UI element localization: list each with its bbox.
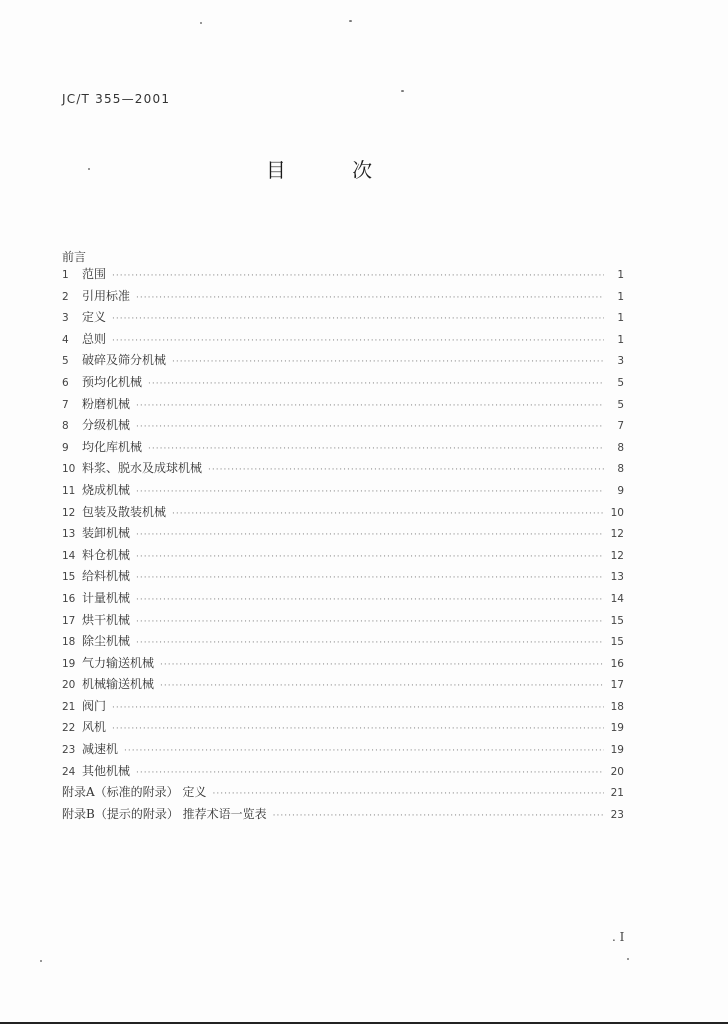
toc-entry-page: 14 (610, 592, 624, 605)
toc-leader-dots (136, 422, 604, 432)
toc-entry[interactable] (62, 589, 624, 611)
toc-leader-dots (124, 746, 604, 756)
toc-entry-label: 粉磨机械 (82, 396, 131, 411)
toc-entry[interactable] (62, 697, 624, 719)
toc-entry-label: 总则 (82, 331, 107, 346)
toc-entry-page: 12 (610, 549, 624, 562)
toc-leader-dots (136, 293, 604, 303)
toc-entry[interactable] (62, 459, 624, 481)
toc-entry-label: 范围 (82, 267, 107, 281)
toc-entry-label: 减速机 (82, 742, 119, 757)
toc-leader-dots (136, 530, 604, 540)
page-title: 目 次 (265, 158, 403, 182)
scan-speck (349, 20, 352, 22)
toc-entry-number: 3 (62, 312, 69, 325)
toc-leader-dots (112, 703, 604, 713)
toc-entry-page: 15 (610, 636, 624, 649)
toc-entry-page: 19 (610, 722, 624, 735)
toc-entry-number: 8 (62, 420, 69, 433)
toc-entry[interactable] (62, 524, 624, 546)
toc-entry-page: 16 (610, 657, 624, 670)
toc-entry-label: 气力输送机械 (82, 655, 155, 670)
toc-entry-label: 料仓机械 (82, 547, 131, 562)
toc-leader-dots (160, 681, 604, 691)
toc-entry[interactable] (62, 675, 624, 697)
toc-entry-page: 8 (617, 463, 624, 476)
toc-entry-page: 12 (610, 528, 624, 541)
toc-entry-page: 13 (610, 571, 624, 584)
toc-entry-number: 7 (62, 398, 69, 411)
toc-entry-label: 其他机械 (82, 763, 131, 778)
toc-entry-page: 17 (610, 679, 624, 692)
toc-entry-number: 10 (62, 463, 76, 476)
toc-entry-label: 预均化机械 (82, 374, 143, 389)
toc-entry[interactable] (62, 654, 624, 676)
toc-entry-page: 1 (617, 312, 624, 325)
toc-entry[interactable] (62, 308, 624, 330)
toc-entry-label: 烧成机械 (82, 482, 131, 497)
toc-entry[interactable] (62, 611, 624, 633)
toc-leader-dots (136, 487, 604, 497)
toc-entry[interactable] (62, 330, 624, 352)
toc-entry[interactable] (62, 265, 624, 287)
toc-entry-number: 12 (62, 506, 76, 519)
toc-entry[interactable] (62, 481, 624, 503)
toc-entry-page: 8 (617, 441, 624, 454)
toc-leader-dots (136, 401, 604, 411)
toc-leader-dots (136, 768, 604, 778)
toc-entry-page: 20 (610, 765, 624, 778)
toc-leader-dots (172, 509, 604, 519)
toc-entry-number: 9 (62, 441, 69, 454)
toc-leader-dots (136, 552, 604, 562)
toc-leader-dots (112, 336, 604, 346)
toc-entry[interactable] (62, 740, 624, 762)
toc-entry-label: 定义 (82, 310, 107, 325)
toc-entry-label: 计量机械 (82, 590, 131, 605)
toc-entry[interactable] (62, 718, 624, 740)
toc-entry-number: 18 (62, 636, 76, 649)
scan-speck (627, 958, 629, 960)
toc-leader-dots (212, 789, 604, 799)
toc-entry-label: 分级机械 (82, 418, 131, 433)
toc-leader-dots (112, 724, 604, 734)
toc-leader-dots (160, 660, 604, 670)
toc-appendix-entry[interactable] (62, 805, 624, 827)
toc-entry-number: 19 (62, 657, 76, 670)
toc-entry-number: 21 (62, 700, 76, 713)
toc-entry-page: 1 (617, 290, 624, 303)
toc-entry-page: 23 (610, 808, 624, 821)
toc-entry[interactable] (62, 762, 624, 784)
toc-leader-dots (112, 314, 604, 324)
scan-speck (401, 90, 404, 92)
page-number: . I (612, 930, 625, 944)
toc-leader-dots (136, 573, 604, 583)
toc-entry[interactable] (62, 438, 624, 460)
toc-entry-number: 6 (62, 376, 69, 389)
toc-entry-label: 烘干机械 (82, 612, 131, 627)
toc-entry-number: 4 (62, 333, 69, 346)
toc-entry-label: 均化库机械 (82, 439, 143, 454)
toc-entry-page: 1 (617, 269, 624, 281)
toc-leader-dots (148, 379, 604, 389)
toc-entry-page: 21 (610, 787, 624, 800)
toc-entry-label: 附录B（提示的附录） 推荐术语一览表 (62, 806, 267, 821)
toc-leader-dots (136, 595, 604, 605)
toc-entry-number: 23 (62, 744, 76, 757)
toc-entry[interactable] (62, 373, 624, 395)
scan-speck (200, 22, 202, 24)
toc-entry[interactable] (62, 351, 624, 373)
toc-leader-dots (273, 811, 604, 821)
table-of-contents (62, 265, 624, 826)
toc-entry-number: 5 (62, 355, 69, 368)
toc-entry-label: 包装及散装机械 (82, 504, 167, 519)
toc-entry-number: 22 (62, 722, 76, 735)
toc-entry-page: 7 (617, 420, 624, 433)
toc-entry-label: 风机 (82, 720, 107, 735)
toc-appendix-entry[interactable] (62, 783, 624, 805)
toc-entry-page: 15 (610, 614, 624, 627)
toc-entry[interactable] (62, 567, 624, 589)
toc-entry-label: 料浆、脱水及成球机械 (82, 461, 203, 476)
toc-entry[interactable] (62, 395, 624, 417)
toc-entry[interactable] (62, 546, 624, 568)
toc-entry[interactable] (62, 416, 624, 438)
toc-entry-page: 1 (617, 333, 624, 346)
toc-entry-label: 除尘机械 (82, 634, 131, 649)
toc-leader-dots (208, 465, 604, 475)
toc-entry-page: 5 (617, 398, 624, 411)
standard-code: JC/T 355—2001 (62, 92, 171, 106)
toc-entry-number: 17 (62, 614, 76, 627)
toc-entry[interactable] (62, 503, 624, 525)
toc-entry-label: 引用标准 (82, 288, 131, 303)
toc-entry-number: 14 (62, 549, 76, 562)
toc-entry-label: 阀门 (82, 698, 107, 713)
toc-entry-page: 5 (617, 376, 624, 389)
scan-speck (40, 960, 42, 962)
toc-entry-number: 11 (62, 484, 76, 497)
toc-preface: 前言 (62, 250, 87, 264)
toc-leader-dots (148, 444, 604, 454)
toc-entry-page: 3 (617, 355, 624, 368)
toc-entry-label: 装卸机械 (82, 526, 131, 541)
toc-entry-number: 13 (62, 528, 76, 541)
toc-entry-page: 9 (617, 484, 624, 497)
toc-entry-label: 附录A（标准的附录） 定义 (62, 785, 207, 800)
toc-leader-dots (136, 617, 604, 627)
toc-leader-dots (136, 638, 604, 648)
toc-entry-number: 2 (62, 290, 69, 303)
toc-entry-number: 16 (62, 592, 76, 605)
toc-entry-page: 19 (610, 744, 624, 757)
toc-entry-page: 18 (610, 700, 624, 713)
toc-leader-dots (112, 271, 604, 281)
toc-entry-label: 破碎及筛分机械 (82, 353, 167, 368)
toc-entry-label: 给料机械 (82, 569, 131, 584)
toc-entry-page: 10 (610, 506, 624, 519)
toc-leader-dots (172, 357, 604, 367)
toc-entry-label: 机械输送机械 (82, 677, 155, 692)
toc-entry-number: 20 (62, 679, 76, 692)
toc-entry[interactable] (62, 287, 624, 309)
toc-entry-number: 1 (62, 269, 69, 281)
toc-entry[interactable] (62, 632, 624, 654)
toc-entry-number: 24 (62, 765, 76, 778)
toc-entry-number: 15 (62, 571, 76, 584)
